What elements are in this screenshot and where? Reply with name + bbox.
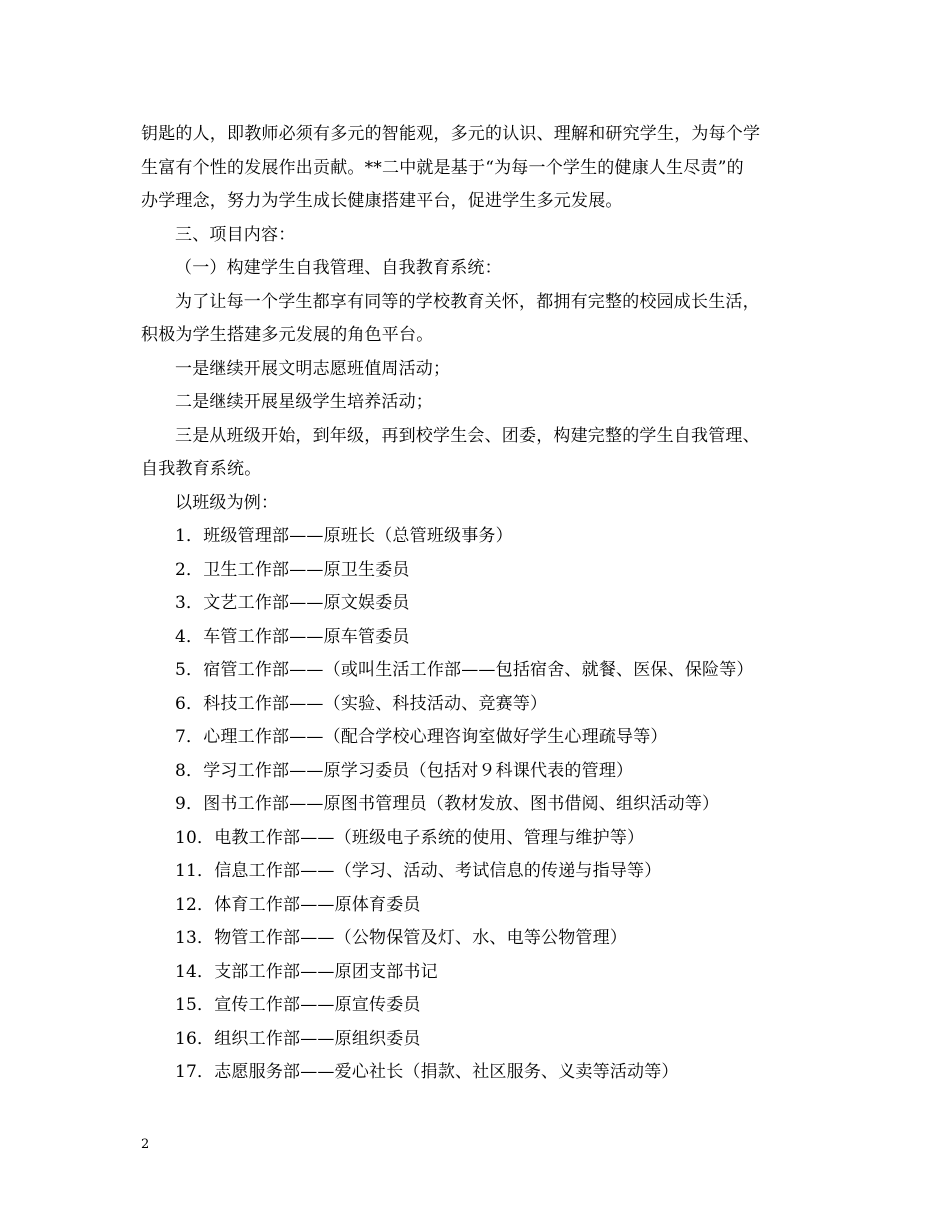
department-item: 14．支部工作部——原团支部书记 xyxy=(175,961,438,982)
intro-line: 办学理念，努力为学生成长健康搭建平台，促进学生多元发展。 xyxy=(141,191,623,211)
point-two: 二是继续开展星级学生培养活动； xyxy=(175,392,433,412)
department-item: 17．志愿服务部——爱心社长（捐款、社区服务、义卖等活动等） xyxy=(175,1062,679,1082)
department-list xyxy=(141,520,811,1090)
department-item: 2．卫生工作部——原卫生委员 xyxy=(175,559,410,580)
department-item: 13．物管工作部——（公物保管及灯、水、电等公物管理） xyxy=(175,928,628,948)
document-body xyxy=(141,118,811,1090)
section-title: 三、项目内容： xyxy=(175,224,296,245)
department-item: 15．宣传工作部——原宣传委员 xyxy=(175,995,421,1015)
department-item: 10．电教工作部——（班级电子系统的使用、管理与维护等） xyxy=(175,827,645,848)
department-item: 7．心理工作部——（配合学校心理咨询室做好学生心理疏导等） xyxy=(175,727,668,747)
department-item: 9．图书工作部——原图书管理员（教材发放、图书借阅、组织活动等） xyxy=(175,794,720,814)
paragraph-line: 为了让每一个学生都享有同等的学校教育关怀，都拥有完整的校园成长生活， xyxy=(175,291,760,312)
department-item: 11．信息工作部——（学习、活动、考试信息的传递与指导等） xyxy=(175,861,662,881)
page-number: 2 xyxy=(141,1137,150,1152)
department-item: 12．体育工作部——原体育委员 xyxy=(175,894,421,915)
intro-line: 钥匙的人，即教师必须有多元的智能观，多元的认识、理解和研究学生，为每个学 xyxy=(141,124,761,144)
point-three-line: 自我教育系统。 xyxy=(141,459,262,479)
department-item: 16．组织工作部——原组织委员 xyxy=(175,1028,421,1049)
department-item: 5．宿管工作部——（或叫生活工作部——包括宿舍、就餐、医保、保险等） xyxy=(175,660,754,680)
department-item: 6．科技工作部——（实验、科技活动、竞赛等） xyxy=(175,693,548,714)
intro-line: 生富有个性的发展作出贡献。**二中就是基于“为每一个学生的健康人生尽责”的 xyxy=(141,157,744,178)
department-item: 8．学习工作部——原学习委员（包括对９科课代表的管理） xyxy=(175,760,634,781)
example-intro: 以班级为例： xyxy=(175,492,279,513)
subsection-title: （一）构建学生自我管理、自我教育系统： xyxy=(175,258,502,278)
point-three-line: 三是从班级开始，到年级，再到校学生会、团委，构建完整的学生自我管理、 xyxy=(175,425,760,446)
department-item: 3．文艺工作部——原文娱委员 xyxy=(175,593,410,613)
department-item: 4．车管工作部——原车管委员 xyxy=(175,626,410,647)
point-one: 一是继续开展文明志愿班值周活动； xyxy=(175,358,451,379)
department-item: 1．班级管理部——原班长（总管班级事务） xyxy=(175,526,513,546)
paragraph-line: 积极为学生搭建多元发展的角色平台。 xyxy=(141,325,434,345)
